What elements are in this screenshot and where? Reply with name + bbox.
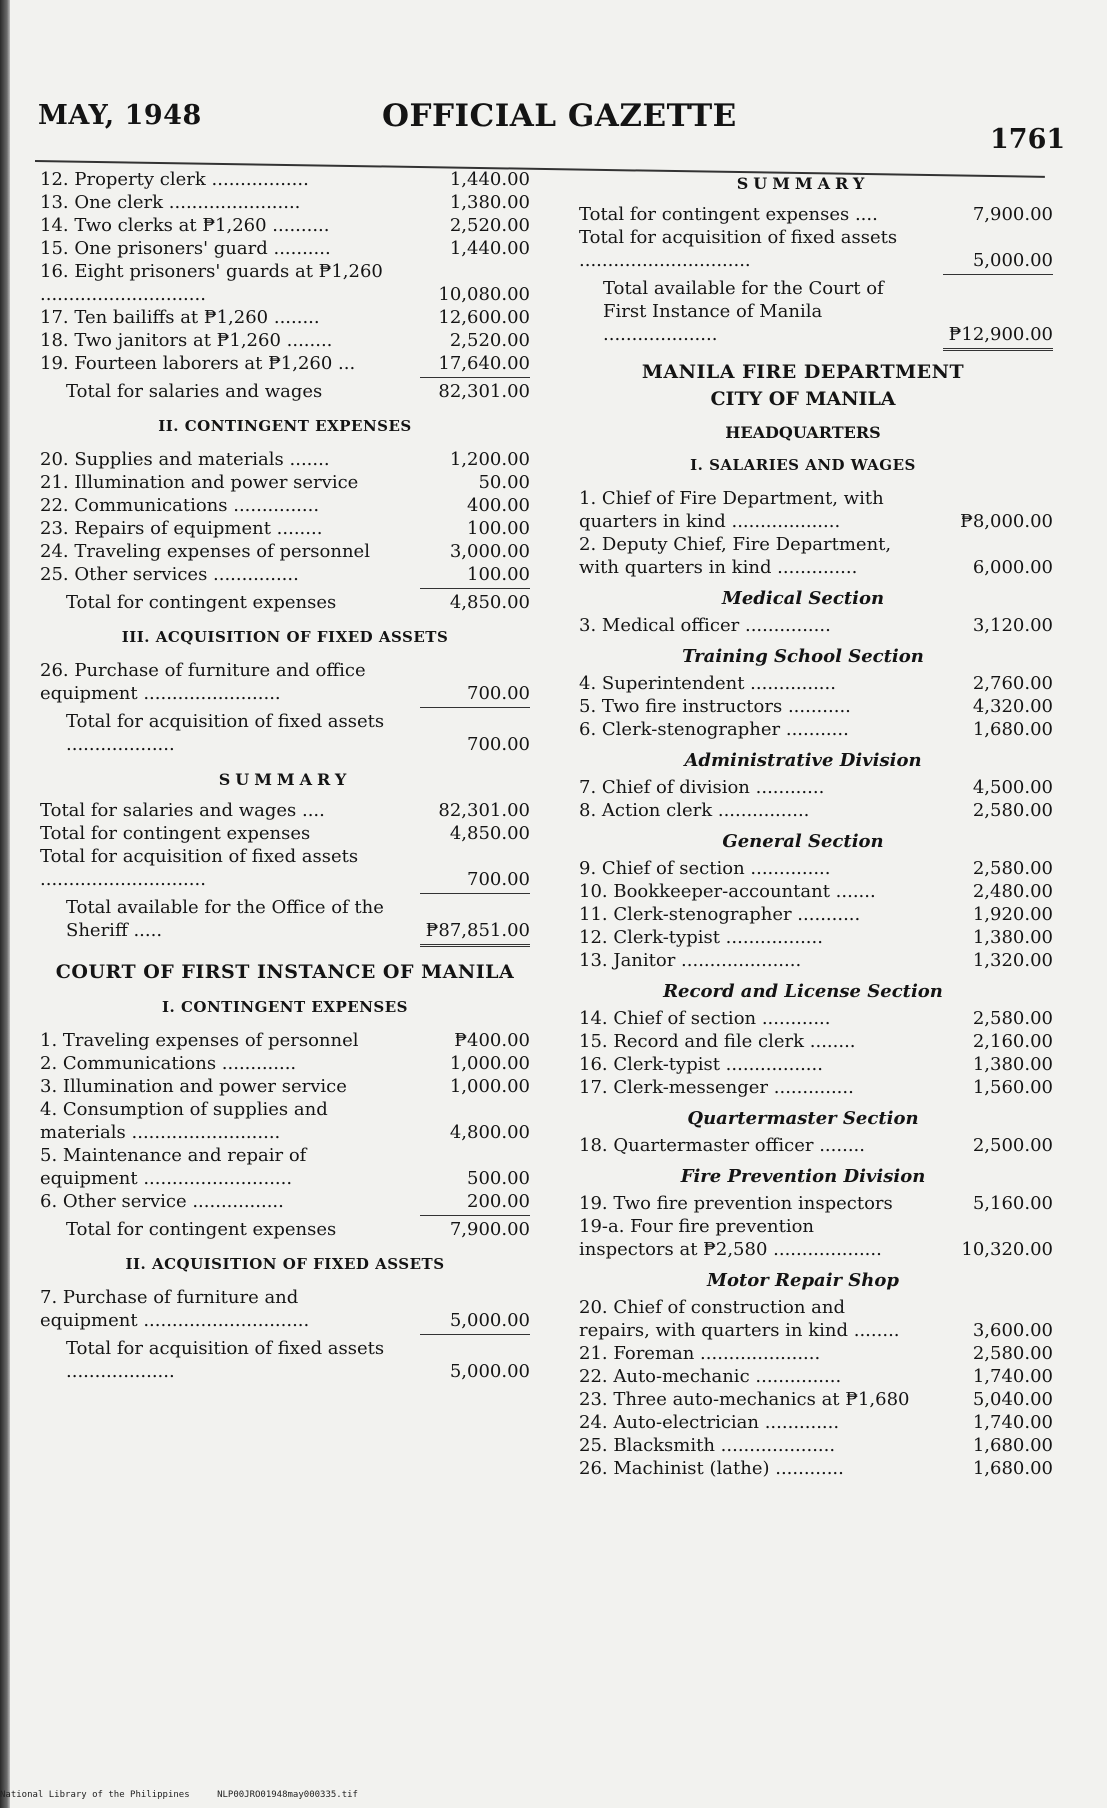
- line-item: [40, 1190, 530, 1213]
- line-item-label: 15. One prisoners' guard ..........: [40, 238, 331, 259]
- total-contingent-amount: 4,850.00: [449, 592, 530, 613]
- line-item-label: 16. Clerk-typist .................: [579, 1054, 823, 1075]
- line-item-label: 20. Supplies and materials .......: [40, 449, 330, 470]
- salaries-wages-heading: I. SALARIES AND WAGES: [690, 456, 916, 474]
- line-item-label: 14. Two clerks at ₱1,260 ..........: [40, 215, 330, 236]
- line-item: [40, 1098, 530, 1144]
- line-item-amount: 2,500.00: [972, 1135, 1053, 1156]
- line-item-amount: 2,760.00: [972, 673, 1053, 694]
- court-heading: COURT OF FIRST INSTANCE OF MANILA: [55, 961, 515, 983]
- line-item-amount: 2,580.00: [972, 800, 1053, 821]
- line-item-label: 13. One clerk .......................: [40, 192, 301, 213]
- total-salaries-row: [40, 380, 530, 403]
- sheriff-salary-items: [40, 168, 530, 375]
- line-item: [40, 1075, 530, 1098]
- line-item: [553, 1434, 1053, 1457]
- line-item: [40, 306, 530, 329]
- line-item-label: 3. Medical officer ...............: [579, 615, 831, 636]
- footer-library: National Library of the Philippines: [0, 1790, 190, 1800]
- line-item: [553, 672, 1053, 695]
- line-item: [40, 799, 530, 822]
- line-item-amount: 2,520.00: [449, 330, 530, 351]
- line-item-amount: 5,040.00: [972, 1389, 1053, 1410]
- section-heading: Motor Repair Shop: [707, 1270, 899, 1291]
- line-item-amount: 1,380.00: [449, 192, 530, 213]
- court-total-contingent-row: [40, 1218, 530, 1241]
- line-item: [553, 1365, 1053, 1388]
- court-summary-heading: SUMMARY: [736, 174, 870, 193]
- line-item: [40, 1144, 530, 1190]
- line-item-amount: 17,640.00: [438, 353, 530, 374]
- total-fixed-row: [40, 710, 530, 756]
- line-item-label: 2. Deputy Chief, Fire Department, with quarters in kind ..............: [579, 534, 892, 578]
- headquarters-heading: HEADQUARTERS: [725, 423, 881, 442]
- court-total-fixed-label: Total for acquisition of fixed assets ...................: [66, 1338, 385, 1382]
- section-heading: Record and License Section: [663, 981, 943, 1002]
- line-item-amount: 2,520.00: [449, 215, 530, 236]
- line-item: [553, 718, 1053, 741]
- line-item-label: Total for contingent expenses ....: [579, 204, 878, 225]
- line-item-amount: 1,680.00: [972, 719, 1053, 740]
- line-item: [40, 540, 530, 563]
- line-item: [40, 822, 530, 845]
- court-total-contingent-amount: 7,900.00: [449, 1219, 530, 1240]
- line-item: [40, 1029, 530, 1052]
- line-item-amount: 4,320.00: [972, 696, 1053, 717]
- line-item-amount: 50.00: [478, 472, 530, 493]
- line-item-label: 23. Repairs of equipment ........: [40, 518, 323, 539]
- line-item-amount: 200.00: [467, 1191, 530, 1212]
- amount-rule: [420, 707, 530, 708]
- line-item-amount: 3,120.00: [972, 615, 1053, 636]
- line-item-label: 7. Chief of division ............: [579, 777, 825, 798]
- total-fixed-amount: 700.00: [467, 734, 530, 755]
- sheriff-contingent-items: [40, 448, 530, 586]
- line-item-label: 5. Two fire instructors ...........: [579, 696, 851, 717]
- line-item: [553, 1215, 1053, 1261]
- contingent-heading: II. CONTINGENT EXPENSES: [158, 417, 412, 435]
- line-item-label: 25. Other services ...............: [40, 564, 299, 585]
- line-item: [553, 1076, 1053, 1099]
- section-heading: Administrative Division: [684, 750, 922, 771]
- sheriff-fixed-items: [40, 659, 530, 705]
- line-item-label: 20. Chief of construction and repairs, with quarters in kind ........: [579, 1297, 900, 1341]
- sheriff-total-available-row: [40, 896, 530, 942]
- line-item-label: 1. Traveling expenses of personnel: [40, 1030, 359, 1051]
- line-item: [40, 1286, 530, 1332]
- line-item: [553, 1296, 1053, 1342]
- total-salaries-amount: 82,301.00: [438, 381, 530, 402]
- fire-department-heading: MANILA FIRE DEPARTMENT: [641, 361, 965, 383]
- line-item-amount: ₱400.00: [454, 1030, 530, 1051]
- line-item-label: 25. Blacksmith ....................: [579, 1435, 836, 1456]
- headquarters-items: [553, 487, 1053, 579]
- line-item-label: 21. Foreman .....................: [579, 1343, 821, 1364]
- section-heading: Training School Section: [682, 646, 924, 667]
- court-total-available-label: Total available for the Court of First Instance of Manila ....................: [603, 278, 884, 345]
- line-item-amount: 2,580.00: [972, 1008, 1053, 1029]
- line-item: [553, 926, 1053, 949]
- line-item: [553, 949, 1053, 972]
- page-month: MAY, 1948: [38, 100, 202, 131]
- line-item-amount: 1,560.00: [972, 1077, 1053, 1098]
- line-item-amount: 2,580.00: [972, 1343, 1053, 1364]
- line-item: [40, 214, 530, 237]
- page-title: OFFICIAL GAZETTE: [382, 98, 737, 134]
- line-item-label: 22. Auto-mechanic ...............: [579, 1366, 842, 1387]
- line-item-amount: 1,320.00: [972, 950, 1053, 971]
- court-total-fixed-row: [40, 1337, 530, 1383]
- court-total-available-amount: ₱12,900.00: [948, 324, 1053, 345]
- page-number: 1761: [990, 124, 1066, 155]
- court-contingent-items: [40, 1029, 530, 1213]
- line-item: [40, 517, 530, 540]
- court-summary-items: [553, 203, 1053, 272]
- line-item-label: 11. Clerk-stenographer ...........: [579, 904, 861, 925]
- line-item-label: Total for salaries and wages ....: [40, 800, 325, 821]
- line-item-label: 8. Action clerk ................: [579, 800, 810, 821]
- line-item: [40, 352, 530, 375]
- right-column: [553, 168, 1053, 1480]
- line-item-amount: 1,740.00: [972, 1412, 1053, 1433]
- amount-rule: [420, 893, 530, 894]
- line-item-label: 24. Traveling expenses of personnel: [40, 541, 370, 562]
- left-column: [40, 168, 530, 1383]
- line-item-label: 1. Chief of Fire Department, with quarters in kind ...................: [579, 488, 884, 532]
- line-item: [553, 1030, 1053, 1053]
- line-item: [553, 880, 1053, 903]
- line-item: [40, 237, 530, 260]
- line-item: [553, 903, 1053, 926]
- line-item-label: 19-a. Four fire prevention inspectors at ₱2,580 ...................: [579, 1216, 882, 1260]
- line-item: [553, 1411, 1053, 1434]
- line-item-label: 26. Machinist (lathe) ............: [579, 1458, 844, 1479]
- amount-rule: [943, 274, 1053, 275]
- section-heading: Medical Section: [721, 588, 885, 609]
- line-item-amount: 100.00: [467, 564, 530, 585]
- total-contingent-row: [40, 591, 530, 614]
- line-item-label: 3. Illumination and power service: [40, 1076, 347, 1097]
- line-item-amount: 2,480.00: [972, 881, 1053, 902]
- amount-rule: [420, 1334, 530, 1335]
- line-item-amount: 4,850.00: [449, 823, 530, 844]
- line-item: [40, 168, 530, 191]
- line-item-label: 13. Janitor .....................: [579, 950, 802, 971]
- line-item-amount: 3,000.00: [449, 541, 530, 562]
- line-item-amount: 100.00: [467, 518, 530, 539]
- line-item: [553, 1342, 1053, 1365]
- line-item-amount: 10,080.00: [438, 284, 530, 305]
- line-item: [553, 1134, 1053, 1157]
- line-item-label: 19. Fourteen laborers at ₱1,260 ...: [40, 353, 356, 374]
- line-item-label: 7. Purchase of furniture and equipment .............................: [40, 1287, 310, 1331]
- line-item: [40, 471, 530, 494]
- line-item-label: Total for acquisition of fixed assets .............................: [40, 846, 359, 890]
- line-item-label: 18. Quartermaster officer ........: [579, 1135, 865, 1156]
- line-item: [553, 695, 1053, 718]
- scan-footer: [0, 1790, 380, 1800]
- line-item-amount: 5,160.00: [972, 1193, 1053, 1214]
- line-item-label: 23. Three auto-mechanics at ₱1,680: [579, 1389, 910, 1410]
- line-item: [40, 563, 530, 586]
- court-total-available-row: [553, 277, 1053, 346]
- line-item-amount: 1,680.00: [972, 1435, 1053, 1456]
- line-item-amount: ₱8,000.00: [960, 511, 1053, 532]
- line-item: [553, 799, 1053, 822]
- line-item-label: 2. Communications .............: [40, 1053, 297, 1074]
- line-item-amount: 10,320.00: [961, 1239, 1053, 1260]
- line-item: [553, 1053, 1053, 1076]
- line-item: [553, 1192, 1053, 1215]
- court-fixed-heading: II. ACQUISITION OF FIXED ASSETS: [125, 1255, 445, 1273]
- line-item-amount: 700.00: [467, 683, 530, 704]
- line-item: [553, 533, 1053, 579]
- total-fixed-label: Total for acquisition of fixed assets ...................: [66, 711, 385, 755]
- line-item-label: 16. Eight prisoners' guards at ₱1,260 .............................: [40, 261, 383, 305]
- court-total-fixed-amount: 5,000.00: [449, 1361, 530, 1382]
- line-item: [553, 614, 1053, 637]
- line-item-amount: 12,600.00: [438, 307, 530, 328]
- footer-file: NLP00JRO01948may000335.tif: [217, 1790, 358, 1800]
- line-item: [40, 260, 530, 306]
- total-contingent-label: Total for contingent expenses: [66, 592, 337, 613]
- line-item: [40, 329, 530, 352]
- line-item-amount: 5,000.00: [449, 1310, 530, 1331]
- fire-department-sections: [553, 587, 1053, 1480]
- section-heading: General Section: [722, 831, 884, 852]
- line-item-label: 18. Two janitors at ₱1,260 ........: [40, 330, 333, 351]
- line-item-amount: 5,000.00: [972, 250, 1053, 271]
- line-item-amount: 1,000.00: [449, 1076, 530, 1097]
- line-item-amount: 1,680.00: [972, 1458, 1053, 1479]
- line-item: [40, 845, 530, 891]
- line-item: [40, 659, 530, 705]
- line-item: [553, 1457, 1053, 1480]
- line-item-amount: 7,900.00: [972, 204, 1053, 225]
- line-item-label: 5. Maintenance and repair of equipment ..........................: [40, 1145, 307, 1189]
- line-item-label: 6. Other service ................: [40, 1191, 284, 1212]
- line-item-label: 26. Purchase of furniture and office equipment ........................: [40, 660, 366, 704]
- line-item-label: 17. Ten bailiffs at ₱1,260 ........: [40, 307, 320, 328]
- line-item-label: 6. Clerk-stenographer ...........: [579, 719, 849, 740]
- total-salaries-label: Total for salaries and wages: [66, 381, 323, 402]
- line-item-amount: 2,580.00: [972, 858, 1053, 879]
- line-item: [40, 494, 530, 517]
- line-item-amount: 1,440.00: [449, 238, 530, 259]
- line-item-amount: 4,800.00: [449, 1122, 530, 1143]
- line-item-label: 10. Bookkeeper-accountant .......: [579, 881, 876, 902]
- sheriff-summary-items: [40, 799, 530, 891]
- line-item-amount: 700.00: [467, 869, 530, 890]
- sheriff-summary-heading: SUMMARY: [218, 770, 352, 789]
- line-item-label: 22. Communications ...............: [40, 495, 320, 516]
- fixed-assets-heading: III. ACQUISITION OF FIXED ASSETS: [121, 628, 449, 646]
- line-item-label: 24. Auto-electrician .............: [579, 1412, 840, 1433]
- line-item-amount: 2,160.00: [972, 1031, 1053, 1052]
- court-fixed-items: [40, 1286, 530, 1332]
- line-item-label: 4. Consumption of supplies and materials ..........................: [40, 1099, 328, 1143]
- line-item-label: 19. Two fire prevention inspectors: [579, 1193, 893, 1214]
- line-item-amount: 3,600.00: [972, 1320, 1053, 1341]
- line-item-amount: 1,380.00: [972, 927, 1053, 948]
- line-item: [40, 448, 530, 471]
- line-item-amount: 500.00: [467, 1168, 530, 1189]
- line-item-amount: 4,500.00: [972, 777, 1053, 798]
- section-heading: Fire Prevention Division: [680, 1166, 926, 1187]
- line-item-label: 12. Clerk-typist .................: [579, 927, 823, 948]
- court-contingent-heading: I. CONTINGENT EXPENSES: [162, 998, 408, 1016]
- line-item: [553, 776, 1053, 799]
- line-item: [40, 1052, 530, 1075]
- line-item-label: 9. Chief of section ..............: [579, 858, 831, 879]
- line-item-label: Total for contingent expenses: [40, 823, 311, 844]
- line-item-amount: 1,000.00: [449, 1053, 530, 1074]
- line-item-amount: 6,000.00: [972, 557, 1053, 578]
- amount-rule: [420, 377, 530, 378]
- line-item-label: 12. Property clerk .................: [40, 169, 309, 190]
- amount-double-rule: [420, 944, 530, 947]
- court-total-contingent-label: Total for contingent expenses: [66, 1219, 337, 1240]
- line-item-amount: 1,920.00: [972, 904, 1053, 925]
- line-item: [553, 1388, 1053, 1411]
- amount-double-rule: [943, 348, 1053, 351]
- line-item: [40, 191, 530, 214]
- line-item-label: 4. Superintendent ...............: [579, 673, 836, 694]
- line-item-amount: 1,440.00: [449, 169, 530, 190]
- line-item-amount: 82,301.00: [438, 800, 530, 821]
- line-item: [553, 203, 1053, 226]
- line-item: [553, 1007, 1053, 1030]
- line-item-label: 17. Clerk-messenger ..............: [579, 1077, 854, 1098]
- line-item: [553, 487, 1053, 533]
- line-item: [553, 226, 1053, 272]
- amount-rule: [420, 1215, 530, 1216]
- line-item-label: 21. Illumination and power service: [40, 472, 359, 493]
- line-item-amount: 400.00: [467, 495, 530, 516]
- line-item-amount: 1,380.00: [972, 1054, 1053, 1075]
- line-item-label: 15. Record and file clerk ........: [579, 1031, 856, 1052]
- line-item-amount: 1,740.00: [972, 1366, 1053, 1387]
- amount-rule: [420, 588, 530, 589]
- line-item-label: Total for acquisition of fixed assets ..............................: [579, 227, 898, 271]
- line-item: [553, 857, 1053, 880]
- city-heading: CITY OF MANILA: [710, 388, 896, 410]
- line-item-label: 14. Chief of section ............: [579, 1008, 831, 1029]
- line-item-amount: 1,200.00: [449, 449, 530, 470]
- section-heading: Quartermaster Section: [687, 1108, 919, 1129]
- sheriff-total-available-amount: ₱87,851.00: [425, 920, 530, 941]
- sheriff-total-available-label: Total available for the Office of the Sheriff .....: [66, 897, 384, 941]
